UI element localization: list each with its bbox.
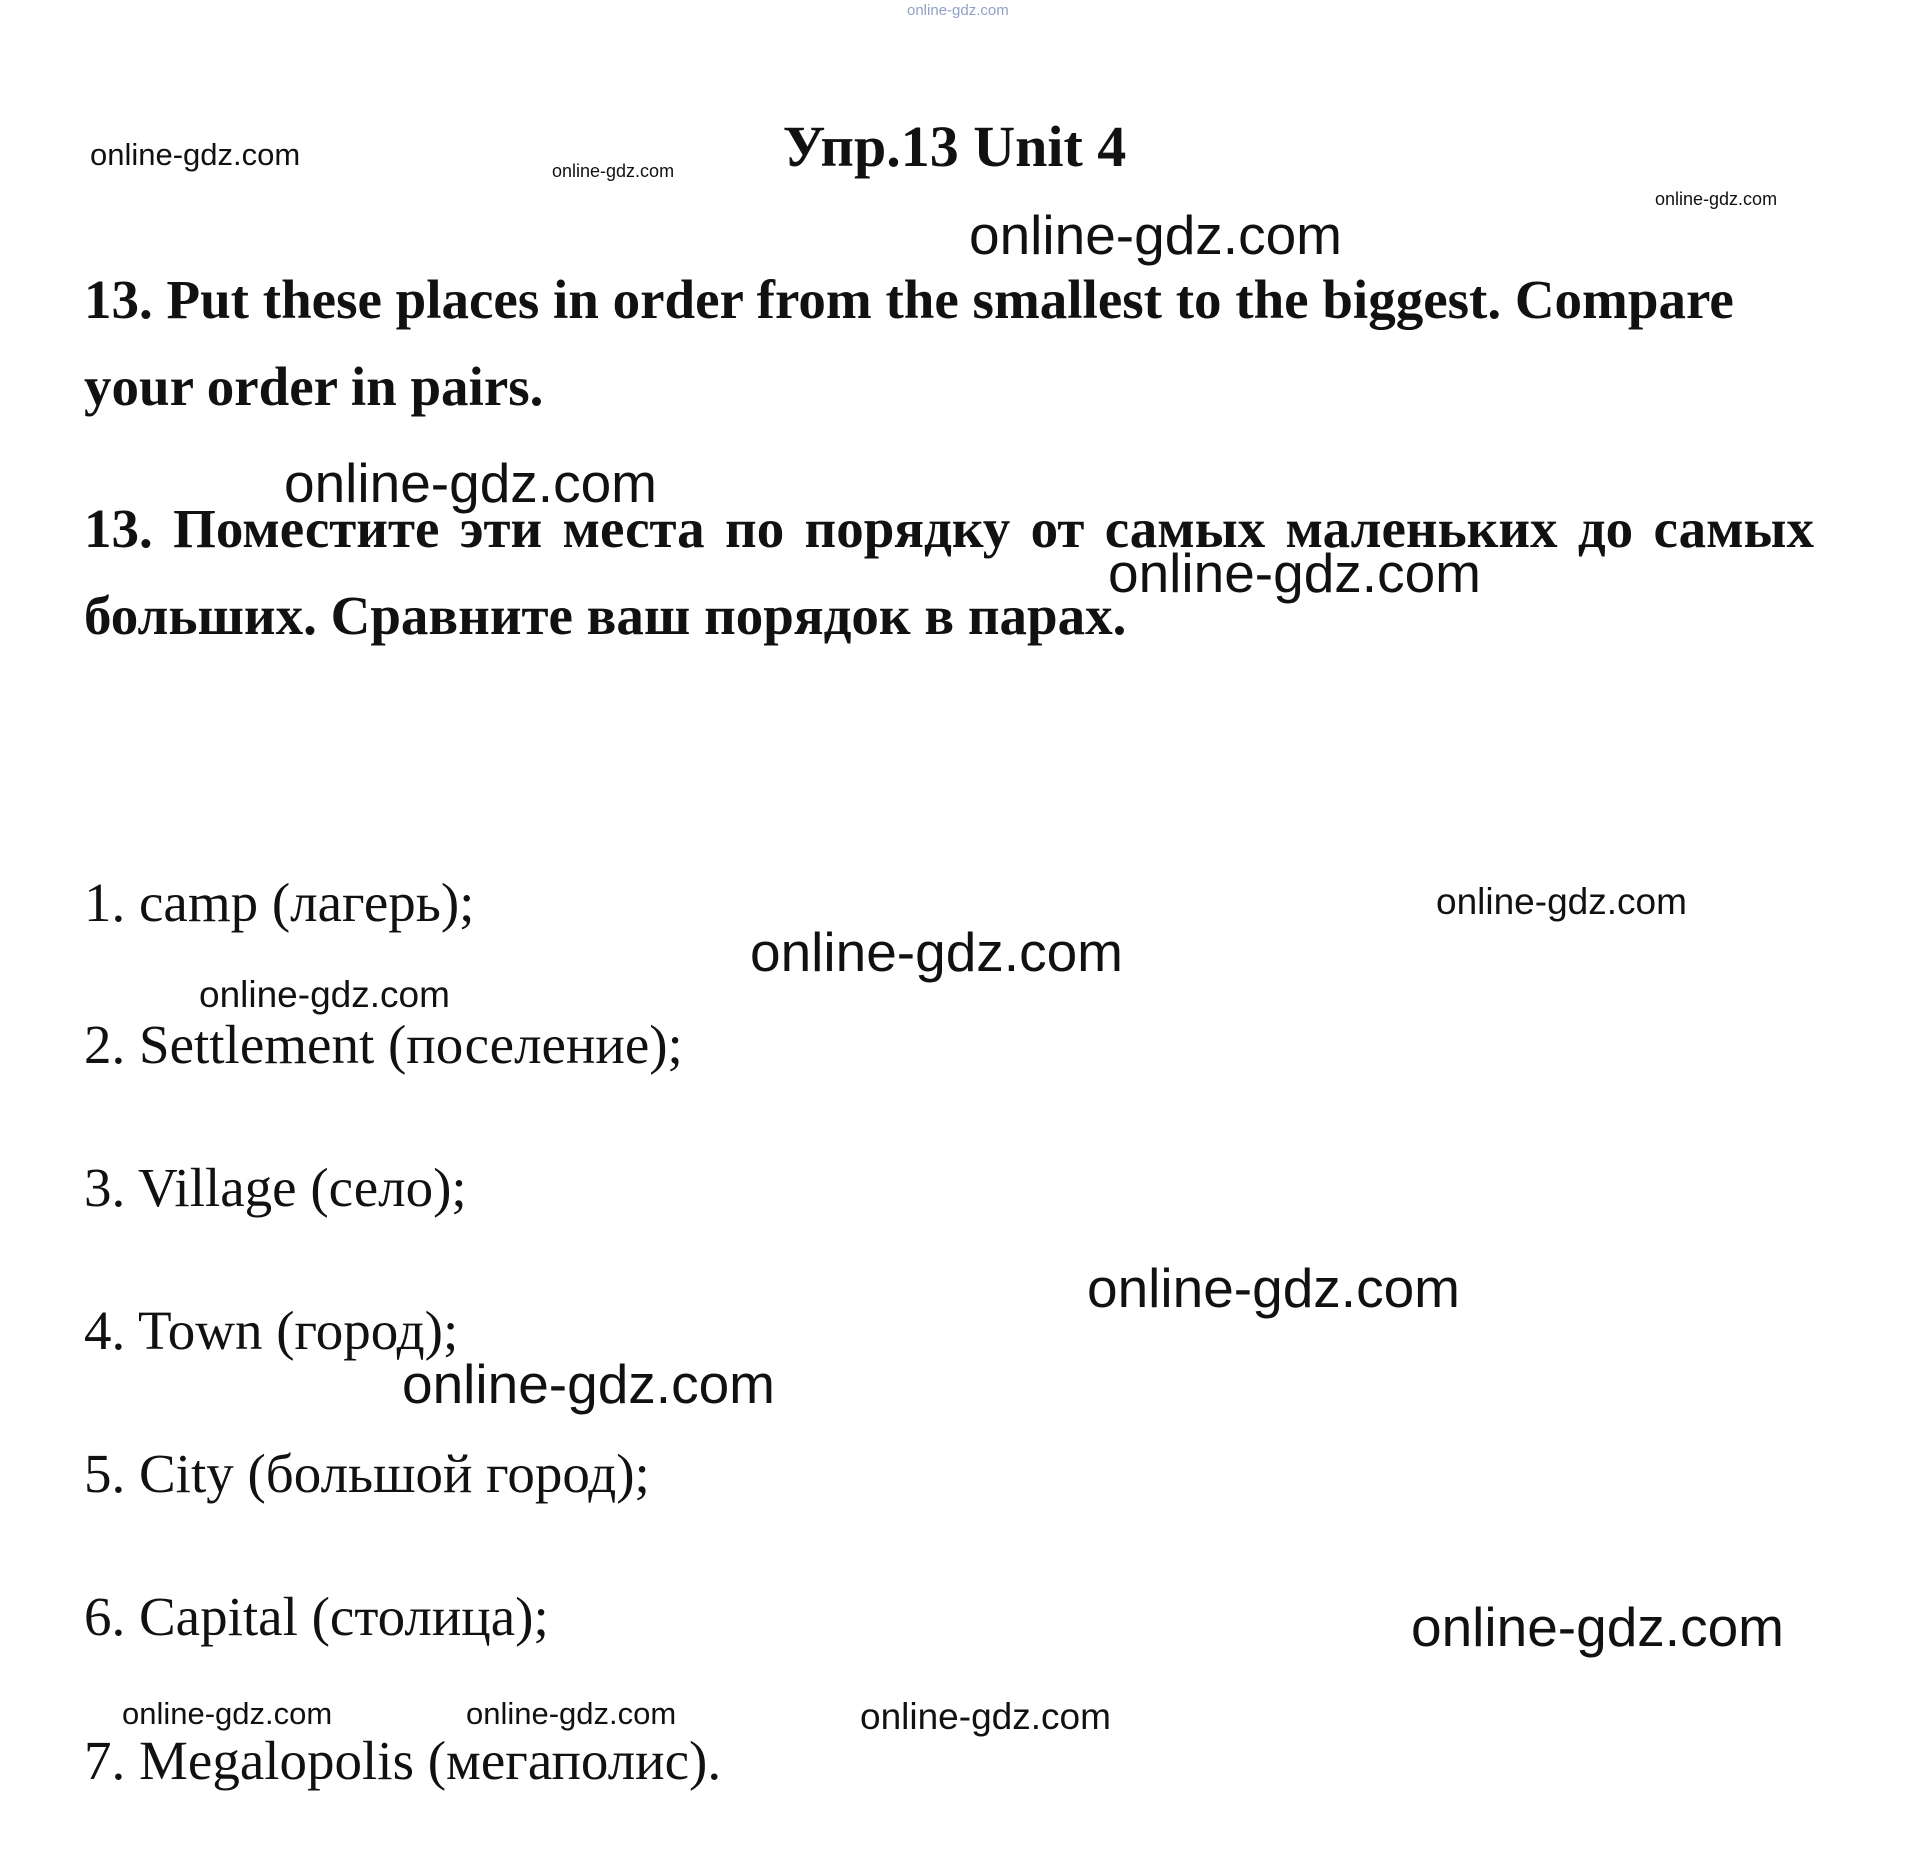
watermark: online-gdz.com xyxy=(552,161,675,181)
watermark: online-gdz.com xyxy=(284,452,657,514)
answer-item: 3. Village (село); xyxy=(84,1157,467,1218)
watermark: online-gdz.com xyxy=(907,2,1009,19)
watermark: online-gdz.com xyxy=(1655,189,1778,209)
watermark: online-gdz.com xyxy=(402,1353,775,1415)
watermark: online-gdz.com xyxy=(1436,881,1687,922)
watermark: online-gdz.com xyxy=(1108,542,1481,604)
answer-item: 1. camp (лагерь); xyxy=(84,872,475,933)
answer-item: 5. City (большой город); xyxy=(84,1443,650,1504)
watermark: online-gdz.com xyxy=(1087,1257,1460,1319)
watermark: online-gdz.com xyxy=(1411,1596,1784,1658)
answer-item: 7. Megalopolis (мегаполис). xyxy=(84,1730,722,1791)
watermark: online-gdz.com xyxy=(90,137,301,172)
task-english: 13. Put these places in order from the smallest to the biggest. Compare your order in pairs. xyxy=(84,269,1734,417)
watermark: online-gdz.com xyxy=(122,1696,333,1731)
watermark: online-gdz.com xyxy=(199,974,450,1015)
answer-item: 2. Settlement (поселение); xyxy=(84,1014,683,1075)
watermark: online-gdz.com xyxy=(860,1696,1111,1737)
watermark: online-gdz.com xyxy=(750,921,1123,983)
watermark: online-gdz.com xyxy=(969,204,1342,266)
page-title: Упр.13 Unit 4 xyxy=(782,114,1127,179)
answer-item: 6. Capital (столица); xyxy=(84,1586,549,1647)
task-russian: 13. Поместите эти места по порядку от самых маленьких до самых больших. Сравните ваш порядок в парах. xyxy=(84,498,1814,646)
answer-item: 4. Town (город); xyxy=(84,1300,459,1361)
watermark: online-gdz.com xyxy=(466,1696,677,1731)
